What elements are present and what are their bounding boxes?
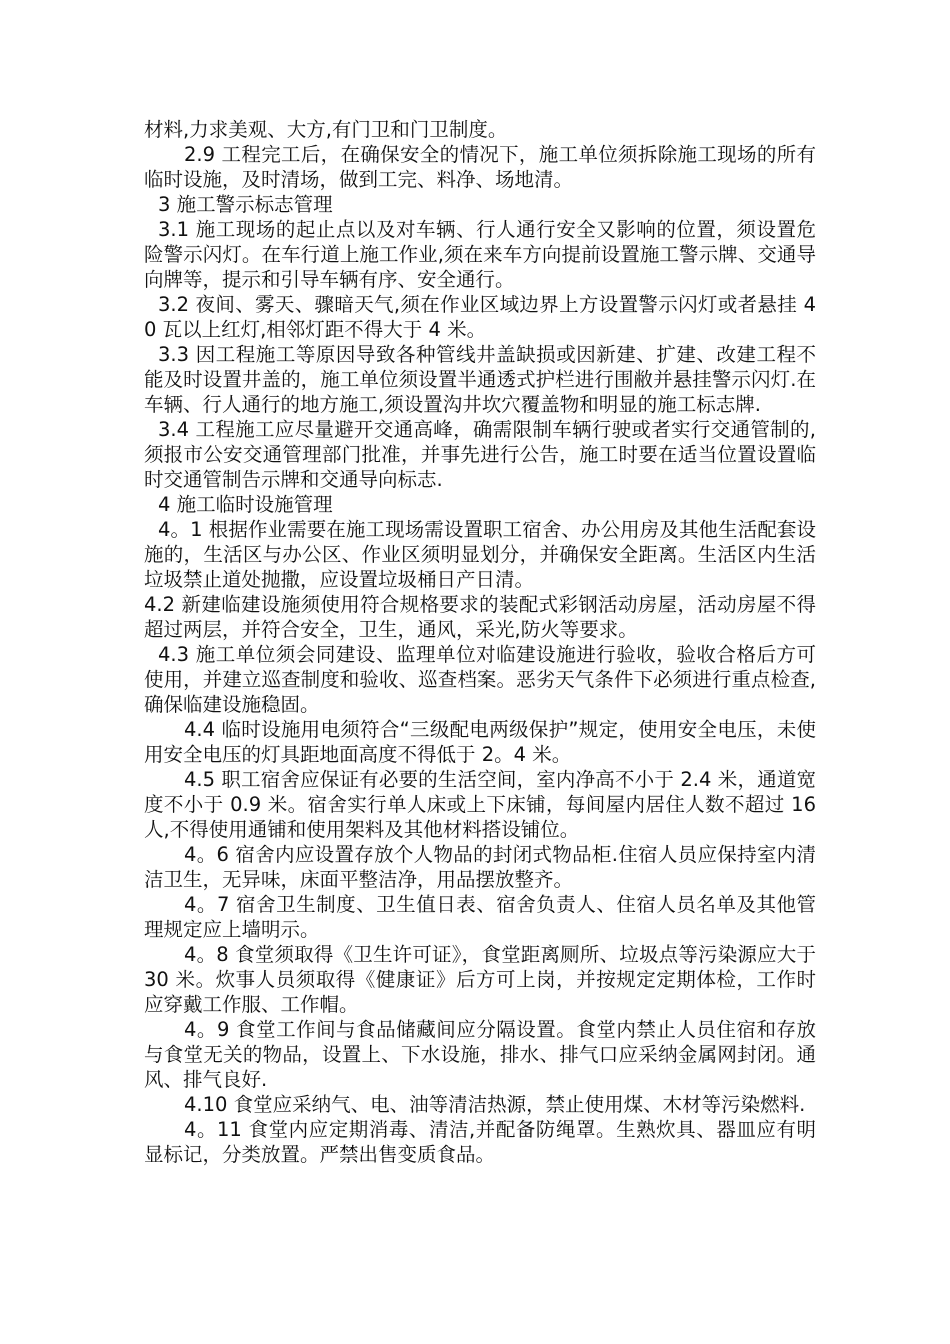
paragraph-4-6: 4。6 宿舍内应设置存放个人物品的封闭式物品柜.住宿人员应保持室内清洁卫生，无异味，床面平整洁净，用品摆放整齐。: [144, 843, 816, 891]
paragraph-3-2: 3.2 夜间、雾天、骤暗天气,须在作业区域边界上方设置警示闪灯或者悬挂 40 瓦以上红灯,相邻灯距不得大于 4 米。: [144, 293, 816, 341]
paragraph-4-5: 4.5 职工宿舍应保证有必要的生活空间，室内净高不小于 2.4 米，通道宽度不小于 0.9 米。宿舍实行单人床或上下床铺，每间屋内居住人数不超过 16 人,不得使用通铺和使用架料及其他材料搭设铺位。: [144, 768, 816, 841]
paragraph-3-4: 3.4 工程施工应尽量避开交通高峰，确需限制车辆行驶或者实行交通管制的,须报市公安交通管理部门批准，并事先进行公告，施工时要在适当位置设置临时交通管制告示牌和交通导向标志.: [144, 418, 816, 491]
paragraph-4-4: 4.4 临时设施用电须符合“三级配电两级保护”规定，使用安全电压，未使用安全电压的灯具距地面高度不得低于 2。4 米。: [144, 718, 816, 766]
paragraph-3-1: 3.1 施工现场的起止点以及对车辆、行人通行安全又影响的位置，须设置危险警示闪灯。在车行道上施工作业,须在来车方向提前设置施工警示牌、交通导向牌等，提示和引导车辆有序、安全通行。: [144, 218, 816, 291]
document-body: [144, 117, 816, 1167]
paragraph-h4: 4 施工临时设施管理: [158, 493, 333, 516]
paragraph-cont: 材料,力求美观、大方,有门卫和门卫制度。: [144, 118, 508, 141]
paragraph-4-11: 4。11 食堂内应定期消毒、清洁,并配备防绳罩。生熟炊具、器皿应有明显标记，分类放置。严禁出售变质食品。: [144, 1118, 816, 1166]
paragraph-4-10: 4.10 食堂应采纳气、电、油等清洁热源，禁止使用煤、木材等污染燃料.: [184, 1093, 806, 1116]
paragraph-4-8: 4。8 食堂须取得《卫生许可证》，食堂距离厕所、垃圾点等污染源应大于 30 米。炊事人员须取得《健康证》后方可上岗，并按规定定期体检，工作时应穿戴工作服、工作帽。: [144, 943, 816, 1016]
paragraph-3-3: 3.3 因工程施工等原因导致各种管线井盖缺损或因新建、扩建、改建工程不能及时设置井盖的，施工单位须设置半通透式护栏进行围敝并悬挂警示闪灯.在车辆、行人通行的地方施工,须设置沟井坎穴覆盖物和明显的施工标志牌.: [144, 343, 816, 416]
paragraph-4-7: 4。7 宿舍卫生制度、卫生值日表、宿舍负责人、住宿人员名单及其他管理规定应上墙明示。: [144, 893, 816, 941]
paragraph-4-9: 4。9 食堂工作间与食品储藏间应分隔设置。食堂内禁止人员住宿和存放与食堂无关的物品，设置上、下水设施，排水、排气口应采纳金属网封闭。通风、排气良好.: [144, 1018, 816, 1091]
paragraph-4-1: 4。1 根据作业需要在施工现场需设置职工宿舍、办公用房及其他生活配套设施的，生活区与办公区、作业区须明显划分，并确保安全距离。生活区内生活垃圾禁止道处抛撒，应设置垃圾桶日产日清。: [144, 518, 816, 591]
paragraph-4-3: 4.3 施工单位须会同建设、监理单位对临建设施进行验收，验收合格后方可使用，并建立巡查制度和验收、巡查档案。恶劣天气条件下必须进行重点检查,确保临建设施稳固。: [144, 643, 816, 716]
paragraph-h3: 3 施工警示标志管理: [158, 193, 333, 216]
paragraph-2-9: 2.9 工程完工后，在确保安全的情况下，施工单位须拆除施工现场的所有临时设施，及时清场，做到工完、料净、场地清。: [144, 143, 816, 191]
paragraph-4-2: 4.2 新建临建设施须使用符合规格要求的装配式彩钢活动房屋，活动房屋不得超过两层，并符合安全，卫生，通风，采光,防火等要求。: [144, 593, 816, 641]
